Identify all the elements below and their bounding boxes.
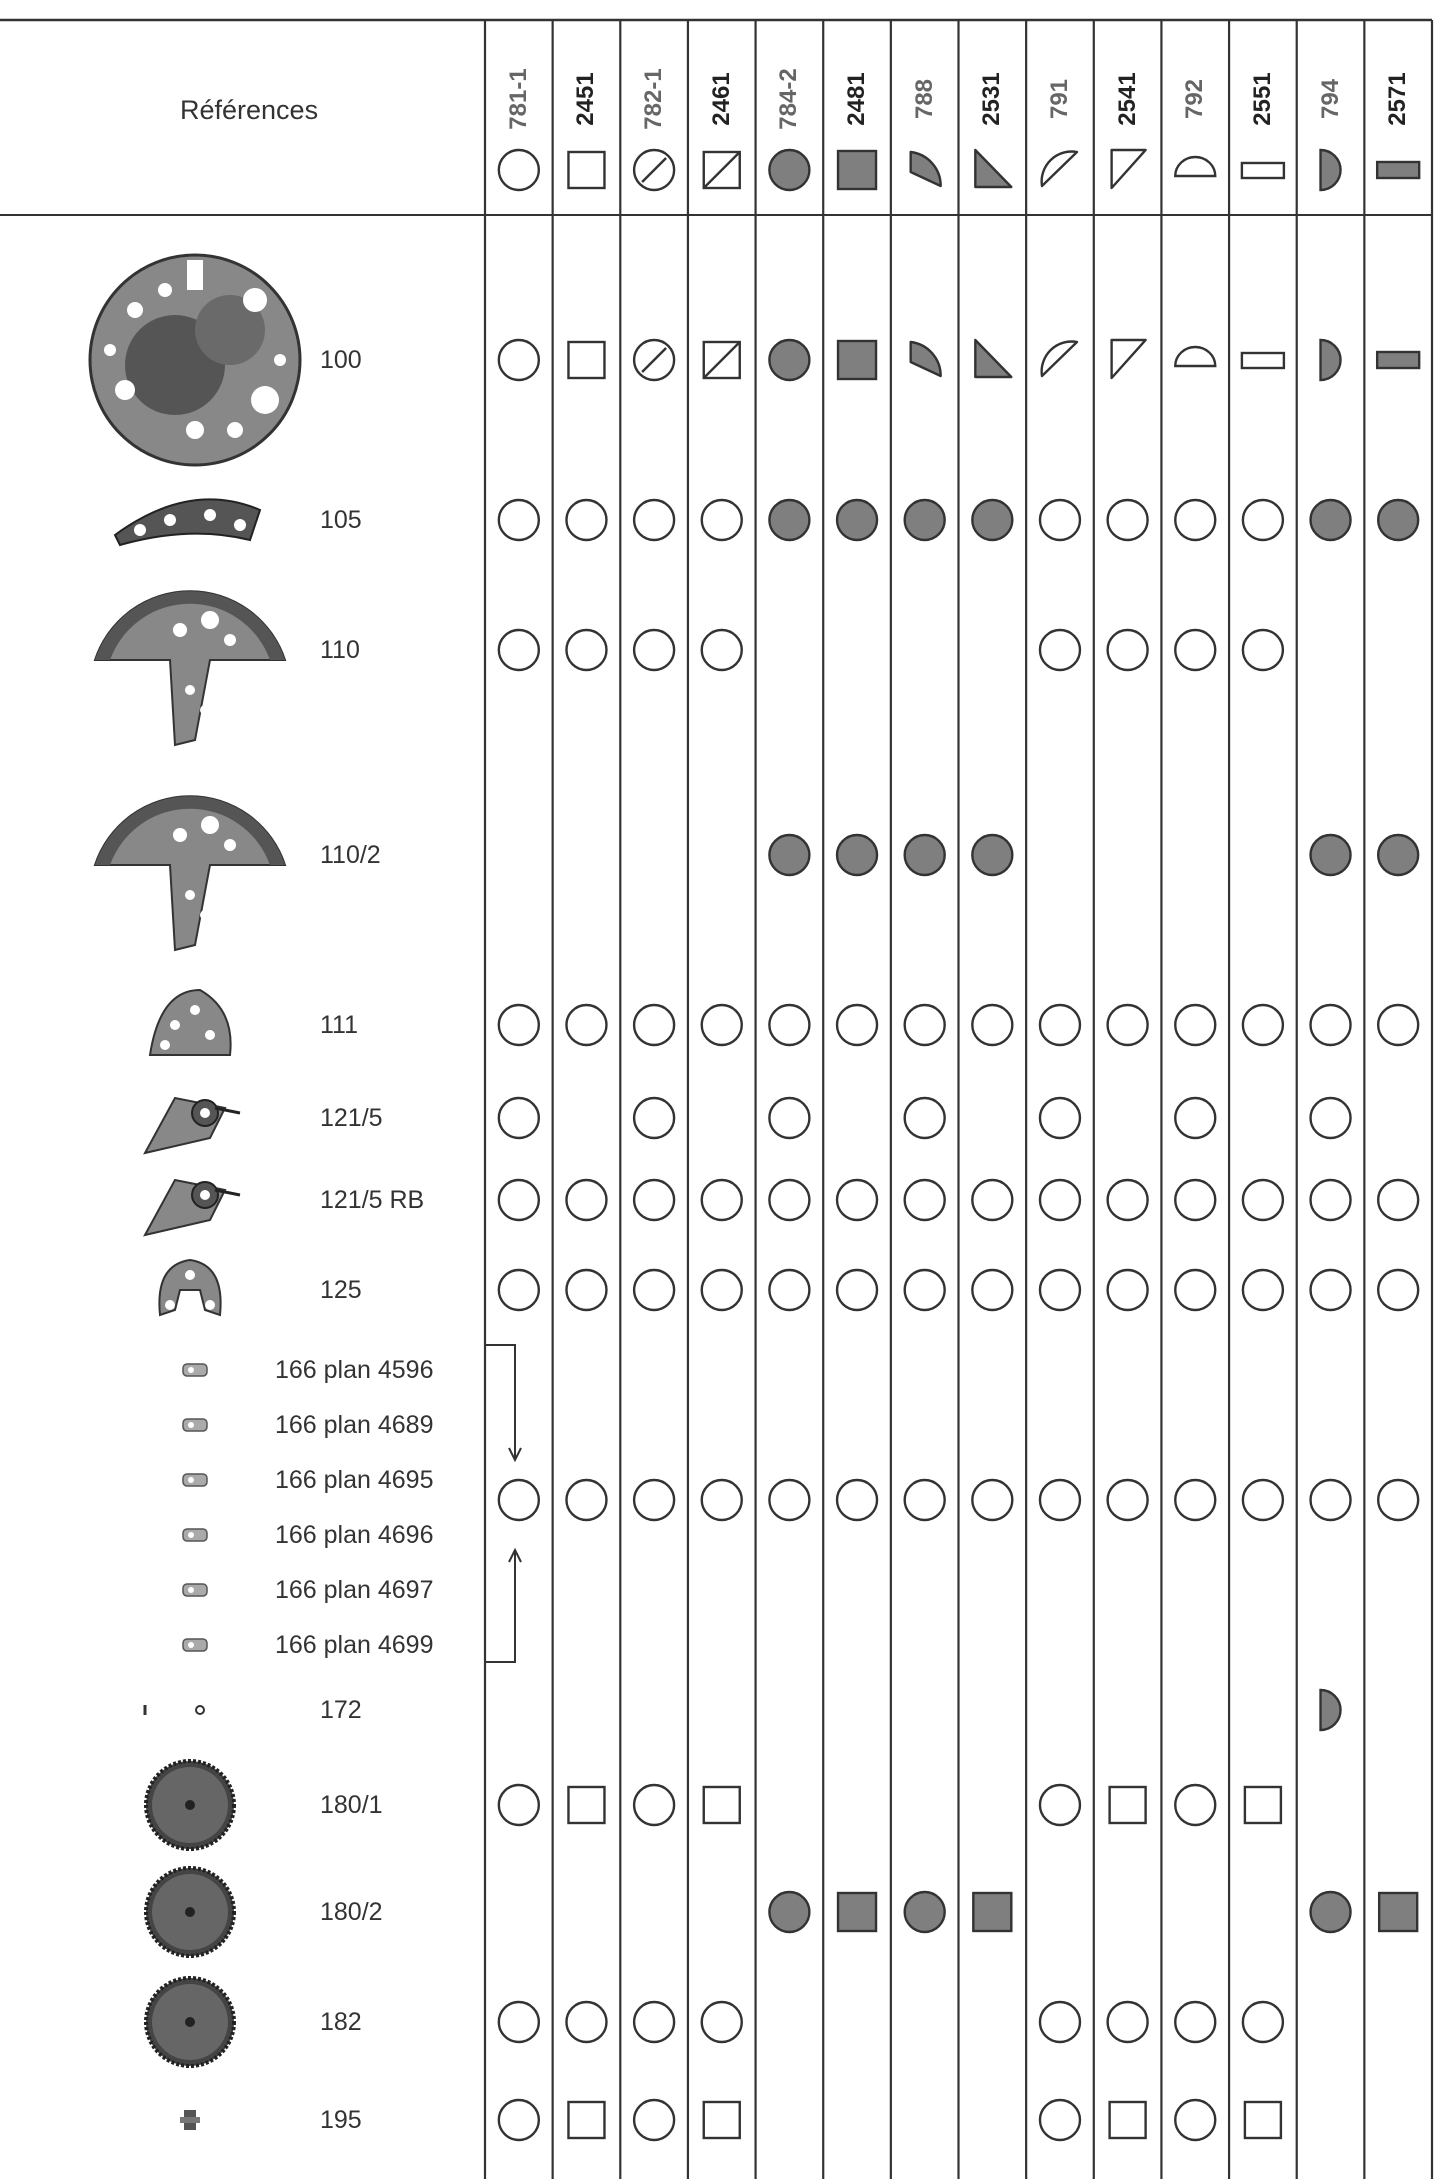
mark-105-2461 <box>702 500 742 540</box>
mark-182-781-1 <box>499 2002 539 2042</box>
row-label-166: 166 plan 4696 <box>275 1521 434 1549</box>
mark-100-2571 <box>1377 352 1419 368</box>
column-header-2481: 2481 <box>843 72 871 126</box>
part-166-spring-image <box>183 1474 207 1486</box>
mark-166-2571 <box>1378 1480 1418 1520</box>
mark-121-5-RB-2571 <box>1378 1180 1418 1220</box>
mark-121-5-RB-2461 <box>702 1180 742 1220</box>
part-105-image <box>115 499 260 545</box>
mark-121-5-RB-784-2 <box>769 1180 809 1220</box>
part-166-spring-image <box>183 1639 207 1651</box>
header-symbol-2461 <box>704 152 740 188</box>
row-label-125: 125 <box>320 1276 362 1304</box>
mark-125-2551 <box>1243 1270 1283 1310</box>
part-110-2-image <box>95 796 285 950</box>
header-symbol-784-2 <box>769 150 809 190</box>
part-100-image <box>90 255 300 465</box>
mark-110-2-788 <box>905 835 945 875</box>
row-label-180-2: 180/2 <box>320 1898 383 1926</box>
mark-121-5-RB-788 <box>905 1180 945 1220</box>
column-header-784-2: 784-2 <box>775 68 803 130</box>
mark-125-2571 <box>1378 1270 1418 1310</box>
mark-100-784-2 <box>769 340 809 380</box>
mark-121-5-781-1 <box>499 1098 539 1138</box>
mark-166-781-1 <box>499 1480 539 1520</box>
mark-110-2451 <box>566 630 606 670</box>
mark-105-791 <box>1040 500 1080 540</box>
column-header-2531: 2531 <box>978 72 1006 126</box>
mark-100-2551 <box>1242 353 1284 368</box>
mark-121-5-RB-781-1 <box>499 1180 539 1220</box>
mark-180-2-784-2 <box>769 1892 809 1932</box>
mark-182-792 <box>1175 2002 1215 2042</box>
mark-166-784-2 <box>769 1480 809 1520</box>
header-symbol-782-1 <box>634 150 674 190</box>
part-125-image <box>159 1260 220 1315</box>
row-label-180-1: 180/1 <box>320 1791 383 1819</box>
row-label-166: 166 plan 4695 <box>275 1466 434 1494</box>
mark-110-792 <box>1175 630 1215 670</box>
part-166-spring-image <box>183 1364 207 1376</box>
mark-166-782-1 <box>634 1480 674 1520</box>
part-166-spring-image <box>183 1584 207 1596</box>
header-symbol-2531 <box>975 150 1011 187</box>
part-180-1-image <box>146 1761 234 1849</box>
mark-100-794 <box>1321 340 1341 380</box>
mark-166-788 <box>905 1480 945 1520</box>
column-header-792: 792 <box>1181 78 1209 120</box>
mark-182-2451 <box>566 2002 606 2042</box>
mark-100-782-1 <box>634 340 674 380</box>
mark-125-2451 <box>566 1270 606 1310</box>
mark-180-1-791 <box>1040 1785 1080 1825</box>
mark-110-2551 <box>1243 630 1283 670</box>
row-label-110-2: 110/2 <box>320 841 381 869</box>
mark-180-1-2551 <box>1245 1787 1281 1823</box>
mark-180-1-792 <box>1175 1785 1215 1825</box>
mark-110-2-2571 <box>1378 835 1418 875</box>
mark-105-788 <box>905 500 945 540</box>
mark-110-2461 <box>702 630 742 670</box>
mark-105-2571 <box>1378 500 1418 540</box>
mark-110-2541 <box>1108 630 1148 670</box>
mark-100-791 <box>1042 342 1077 376</box>
mark-121-5-RB-792 <box>1175 1180 1215 1220</box>
mark-105-792 <box>1175 500 1215 540</box>
column-header-791: 791 <box>1045 78 1073 120</box>
mark-125-2531 <box>972 1270 1012 1310</box>
group-bracket-top <box>485 1345 515 1458</box>
mark-121-5-RB-2551 <box>1243 1180 1283 1220</box>
header-symbol-788 <box>911 152 941 186</box>
mark-111-788 <box>905 1005 945 1045</box>
header-symbol-781-1 <box>499 150 539 190</box>
mark-121-5-RB-791 <box>1040 1180 1080 1220</box>
mark-111-2531 <box>972 1005 1012 1045</box>
mark-180-1-2541 <box>1110 1787 1146 1823</box>
column-header-2461: 2461 <box>707 72 735 126</box>
row-label-166: 166 plan 4596 <box>275 1356 434 1384</box>
mark-100-2541 <box>1112 340 1146 378</box>
mark-111-794 <box>1311 1005 1351 1045</box>
part-182-image <box>146 1978 234 2066</box>
mark-125-784-2 <box>769 1270 809 1310</box>
mark-111-784-2 <box>769 1005 809 1045</box>
column-header-788: 788 <box>910 78 938 120</box>
mark-166-2461 <box>702 1480 742 1520</box>
mark-121-5-RB-2541 <box>1108 1180 1148 1220</box>
mark-110-781-1 <box>499 630 539 670</box>
mark-100-2461 <box>704 342 740 378</box>
mark-121-5-RB-794 <box>1311 1180 1351 1220</box>
mark-110-2-2481 <box>837 835 877 875</box>
mark-100-792 <box>1175 347 1215 366</box>
mark-110-782-1 <box>634 630 674 670</box>
mark-110-2-784-2 <box>769 835 809 875</box>
column-header-781-1: 781-1 <box>504 68 532 130</box>
row-label-105: 105 <box>320 506 362 534</box>
mark-121-5-RB-2531 <box>972 1180 1012 1220</box>
mark-182-2461 <box>702 2002 742 2042</box>
mark-105-781-1 <box>499 500 539 540</box>
mark-166-794 <box>1311 1480 1351 1520</box>
column-header-2551: 2551 <box>1248 72 1276 126</box>
mark-105-782-1 <box>634 500 674 540</box>
mark-121-5-791 <box>1040 1098 1080 1138</box>
mark-180-2-2481 <box>838 1893 876 1931</box>
mark-125-2461 <box>702 1270 742 1310</box>
header-symbol-2551 <box>1242 163 1284 178</box>
mark-110-2-794 <box>1311 835 1351 875</box>
mark-166-792 <box>1175 1480 1215 1520</box>
row-label-172: 172 <box>320 1696 362 1724</box>
mark-180-1-2451 <box>568 1787 604 1823</box>
mark-125-2481 <box>837 1270 877 1310</box>
column-header-794: 794 <box>1316 78 1344 120</box>
mark-180-1-2461 <box>704 1787 740 1823</box>
mark-166-791 <box>1040 1480 1080 1520</box>
mark-111-2571 <box>1378 1005 1418 1045</box>
row-label-121-5-RB: 121/5 RB <box>320 1186 425 1214</box>
part-172-image <box>145 1705 204 1715</box>
header-symbol-2541 <box>1112 150 1146 188</box>
mark-121-5-794 <box>1311 1098 1351 1138</box>
mark-125-791 <box>1040 1270 1080 1310</box>
mark-195-2451 <box>568 2102 604 2138</box>
mark-111-2541 <box>1108 1005 1148 1045</box>
mark-182-791 <box>1040 2002 1080 2042</box>
mark-121-5-792 <box>1175 1098 1215 1138</box>
group-bracket-bottom <box>485 1552 515 1662</box>
mark-180-1-781-1 <box>499 1785 539 1825</box>
mark-100-2531 <box>975 340 1011 377</box>
part-195-image <box>180 2110 200 2130</box>
part-166-spring-image <box>183 1419 207 1431</box>
mark-125-2541 <box>1108 1270 1148 1310</box>
mark-121-5-RB-2481 <box>837 1180 877 1220</box>
mark-111-2461 <box>702 1005 742 1045</box>
column-header-2451: 2451 <box>572 72 600 126</box>
mark-105-2451 <box>566 500 606 540</box>
mark-111-2451 <box>566 1005 606 1045</box>
mark-100-781-1 <box>499 340 539 380</box>
mark-125-782-1 <box>634 1270 674 1310</box>
mark-125-781-1 <box>499 1270 539 1310</box>
mark-166-2551 <box>1243 1480 1283 1520</box>
mark-121-5-788 <box>905 1098 945 1138</box>
mark-111-792 <box>1175 1005 1215 1045</box>
part-121-5-image <box>145 1098 240 1153</box>
mark-111-782-1 <box>634 1005 674 1045</box>
mark-121-5-RB-782-1 <box>634 1180 674 1220</box>
mark-121-5-782-1 <box>634 1098 674 1138</box>
column-header-782-1: 782-1 <box>640 68 668 130</box>
mark-110-2-2531 <box>972 835 1012 875</box>
part-111-image <box>150 990 231 1055</box>
mark-180-2-788 <box>905 1892 945 1932</box>
mark-100-2451 <box>568 342 604 378</box>
column-header-2541: 2541 <box>1113 72 1141 126</box>
mark-195-2541 <box>1110 2102 1146 2138</box>
mark-111-781-1 <box>499 1005 539 1045</box>
mark-105-794 <box>1311 500 1351 540</box>
mark-180-2-2531 <box>973 1893 1011 1931</box>
mark-182-2541 <box>1108 2002 1148 2042</box>
row-label-166: 166 plan 4689 <box>275 1411 434 1439</box>
row-label-195: 195 <box>320 2106 362 2134</box>
mark-105-2481 <box>837 500 877 540</box>
references-title: Références <box>180 95 319 125</box>
mark-195-2461 <box>704 2102 740 2138</box>
part-110-image <box>95 591 285 745</box>
mark-100-2481 <box>838 341 876 379</box>
mark-105-784-2 <box>769 500 809 540</box>
mark-166-2541 <box>1108 1480 1148 1520</box>
mark-182-2551 <box>1243 2002 1283 2042</box>
row-label-110: 110 <box>320 636 360 664</box>
mark-125-794 <box>1311 1270 1351 1310</box>
header-symbol-2481 <box>838 151 876 189</box>
row-label-111: 111 <box>320 1011 359 1039</box>
row-label-182: 182 <box>320 2008 362 2036</box>
mark-166-2481 <box>837 1480 877 1520</box>
mark-111-2481 <box>837 1005 877 1045</box>
mark-105-2541 <box>1108 500 1148 540</box>
mark-111-791 <box>1040 1005 1080 1045</box>
mark-105-2531 <box>972 500 1012 540</box>
header-symbol-791 <box>1042 152 1077 186</box>
mark-100-788 <box>911 342 941 376</box>
mark-180-1-782-1 <box>634 1785 674 1825</box>
part-180-2-image <box>146 1868 234 1956</box>
row-label-100: 100 <box>320 346 362 374</box>
mark-180-2-2571 <box>1379 1893 1417 1931</box>
mark-125-792 <box>1175 1270 1215 1310</box>
mark-105-2551 <box>1243 500 1283 540</box>
mark-166-2531 <box>972 1480 1012 1520</box>
mark-110-791 <box>1040 630 1080 670</box>
mark-195-791 <box>1040 2100 1080 2140</box>
mark-125-788 <box>905 1270 945 1310</box>
mark-195-782-1 <box>634 2100 674 2140</box>
header-symbol-794 <box>1321 150 1341 190</box>
mark-172-794 <box>1321 1690 1341 1730</box>
header-symbol-2451 <box>568 152 604 188</box>
row-label-121-5: 121/5 <box>320 1104 383 1132</box>
mark-180-2-794 <box>1311 1892 1351 1932</box>
header-symbol-2571 <box>1377 162 1419 178</box>
mark-121-5-784-2 <box>769 1098 809 1138</box>
header-symbol-792 <box>1175 157 1215 176</box>
part-166-spring-image <box>183 1529 207 1541</box>
row-label-166: 166 plan 4699 <box>275 1631 434 1659</box>
column-header-2571: 2571 <box>1384 72 1412 126</box>
mark-195-792 <box>1175 2100 1215 2140</box>
row-label-166: 166 plan 4697 <box>275 1576 434 1604</box>
mark-121-5-RB-2451 <box>566 1180 606 1220</box>
part-121-5-RB-image <box>145 1180 240 1235</box>
mark-111-2551 <box>1243 1005 1283 1045</box>
mark-182-782-1 <box>634 2002 674 2042</box>
mark-195-2551 <box>1245 2102 1281 2138</box>
mark-195-781-1 <box>499 2100 539 2140</box>
mark-166-2451 <box>566 1480 606 1520</box>
